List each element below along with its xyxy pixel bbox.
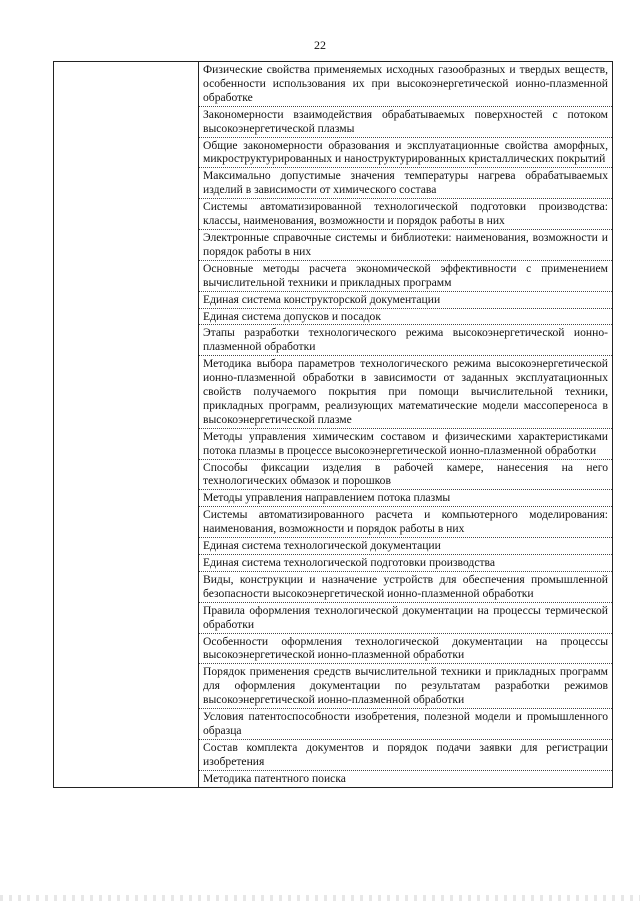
list-item: Этапы разработки технологического режима высокоэнергетической ионно-плазменной обработки [199, 325, 612, 356]
list-item: Физические свойства применяемых исходных газообразных и твердых веществ, особенности использования их при высокоэнергетической ионно-плазменной обработке [199, 62, 612, 107]
knowledge-list-cell [199, 62, 613, 788]
table-row [54, 62, 613, 788]
list-item: Порядок применения средств вычислительной техники и прикладных программ для оформления документации по результатам разработки режимов высокоэнергетической ионно-плазменной обработки [199, 664, 612, 709]
list-item: Виды, конструкции и назначение устройств для обеспечения промышленной безопасности высокоэнергетической ионно-плазменной обработки [199, 572, 612, 603]
scan-edge-noise [0, 895, 640, 901]
list-item: Общие закономерности образования и эксплуатационные свойства аморфных, микроструктурированных и наноструктурированных кристаллических покрытий [199, 138, 612, 169]
list-item: Методы управления химическим составом и физическими характеристиками потока плазмы в процессе высокоэнергетической ионно-плазменной обработки [199, 429, 612, 460]
list-item: Особенности оформления технологической документации на процессы высокоэнергетической ионно-плазменной обработки [199, 634, 612, 665]
list-item: Системы автоматизированного расчета и компьютерного моделирования: наименования, возможности и порядок работы в них [199, 507, 612, 538]
left-empty-cell [54, 62, 199, 788]
list-item: Максимально допустимые значения температуры нагрева обрабатываемых изделий в зависимости от химического состава [199, 168, 612, 199]
list-item: Методика выбора параметров технологического режима высокоэнергетической ионно-плазменной обработки в зависимости от заданных эксплуатационных свойств получаемого покрытия при помощи вычислительной техники, прикладных программ, реализующих математические модели массопереноса в высокоэнергетической плазме [199, 356, 612, 429]
knowledge-table [53, 61, 613, 788]
list-item: Состав комплекта документов и порядок подачи заявки для регистрации изобретения [199, 740, 612, 771]
list-item: Единая система технологической подготовки производства [199, 555, 612, 572]
list-item: Методика патентного поиска [203, 771, 346, 785]
list-item: Методы управления направлением потока плазмы [199, 490, 612, 507]
list-item: Основные методы расчета экономической эффективности с применением вычислительной техники и прикладных программ [199, 261, 612, 292]
list-item: Системы автоматизированной технологической подготовки производства: классы, наименования, возможности и порядок работы в них [199, 199, 612, 230]
list-item: Электронные справочные системы и библиотеки: наименования, возможности и порядок работы в них [199, 230, 612, 261]
list-item: Правила оформления технологической документации на процессы термической обработки [199, 603, 612, 634]
list-item: Единая система технологической документации [199, 538, 612, 555]
list-item: Способы фиксации изделия в рабочей камере, нанесения на него технологических обмазок и порошков [199, 460, 612, 491]
list-item: Единая система конструкторской документации [199, 292, 612, 309]
page-number: 22 [314, 38, 326, 52]
list-item: Условия патентоспособности изобретения, полезной модели и промышленного образца [199, 709, 612, 740]
list-item: Закономерности взаимодействия обрабатываемых поверхностей с потоком высокоэнергетической плазмы [199, 107, 612, 138]
list-item: Единая система допусков и посадок [199, 309, 612, 326]
